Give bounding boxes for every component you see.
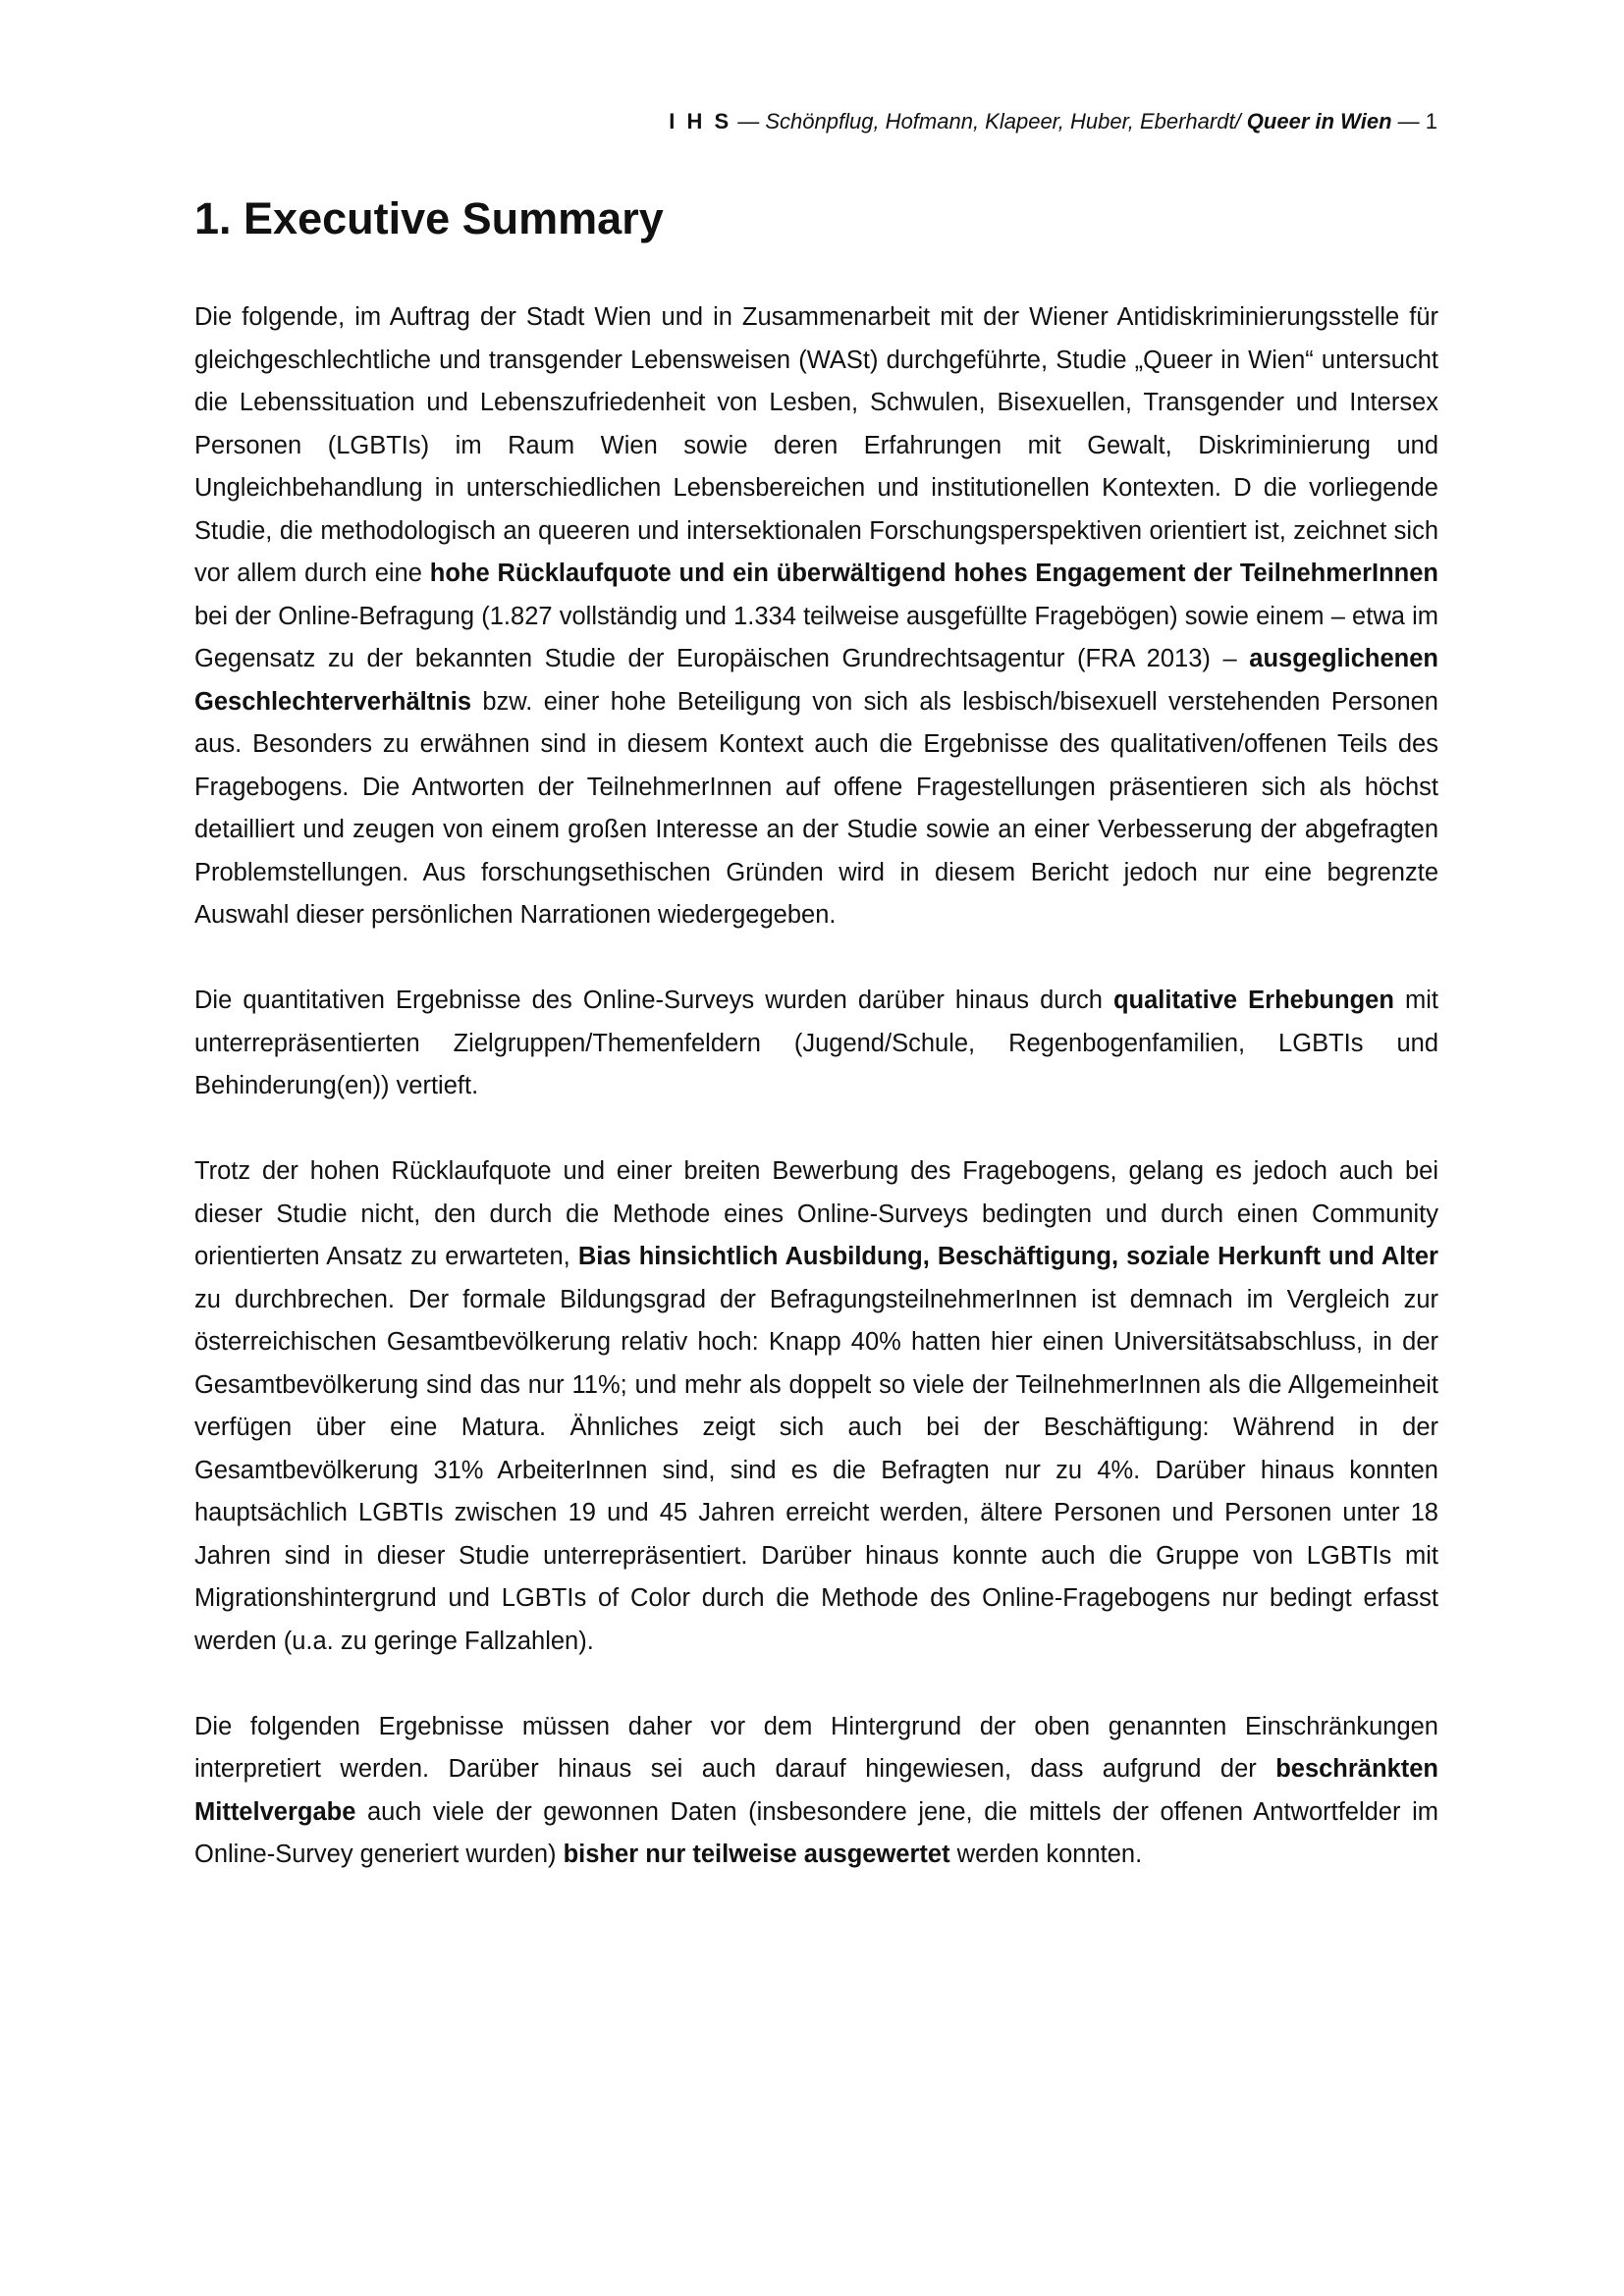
paragraph-3-text-2: zu durchbrechen. Der formale Bildungsgrad der BefragungsteilnehmerInnen ist demnach im Vergleich zur österreichischen Gesamtbevölkerung relativ hoch: Knapp 40% hatten hier einen Universitätsabschluss, in der Gesamtbevölkerung sind das nur 11%; und mehr als doppelt so viele der TeilnehmerInnen als die Allgemeinheit verfügen über eine Matura. Ähnliches zeigt sich auch bei der Beschäftigung: Während in der Gesamtbevölkerung 31% ArbeiterInnen sind, sind es die Befragten nur zu 4%. Darüber hinaus konnten hauptsächlich LGBTIs zwischen 19 und 45 Jahren erreicht werden, ältere Personen und Personen unter 18 Jahren sind in dieser Studie unterrepräsentiert. Darüber hinaus konnte auch die Gruppe von LGBTIs mit Migrationshintergrund und LGBTIs of Color durch die Methode des Online-Fragebogens nur bedingt erfasst werden (u.a. zu geringe Fallzahlen). bbox=[194, 1285, 1438, 1655]
page-number: 1 bbox=[1425, 109, 1437, 133]
header-institute: I H S bbox=[669, 109, 732, 133]
paragraph-4-bold-1: beschränkten Mittelvergabe bbox=[194, 1755, 1438, 1826]
paragraph-2-bold-1: qualitative Erhebungen bbox=[1112, 987, 1394, 1014]
page-content bbox=[194, 188, 1438, 1877]
paragraph-4-text-2: auch viele der gewonnen Daten (insbesondere jene, die mittels der offenen Antwortfelder im Online-Survey generiert wurden) bbox=[194, 1797, 1438, 1868]
paragraph-4-text-1: Die folgenden Ergebnisse müssen daher vor dem Hintergrund der oben genannten Einschränkungen interpretiert werden. Darüber hinaus sei auch darauf hingewiesen, dass aufgrund der bbox=[194, 1712, 1438, 1783]
paragraph-4-bold-2: bisher nur teilweise ausgewertet bbox=[563, 1841, 950, 1868]
paragraph-3-bold-1: Bias hinsichtlich Ausbildung, Beschäftigung, soziale Herkunft und Alter bbox=[577, 1243, 1438, 1270]
header-dash-1: — bbox=[731, 109, 766, 133]
header-dash-2: — bbox=[1391, 109, 1426, 133]
paragraph-3-text-1: Trotz der hohen Rücklaufquote und einer breiten Bewerbung des Fragebogens, gelang es jedoch auch bei dieser Studie nicht, den durch die Methode eines Online-Surveys bedingten und durch einen Community orientierten Ansatz zu erwarteten, bbox=[194, 1157, 1438, 1270]
paragraph-3 bbox=[194, 1150, 1438, 1663]
paragraph-1-bold-2: ausgeglichenen Geschlechterverhältnis bbox=[194, 645, 1438, 716]
paragraph-1-text-3: bzw. einer hohe Beteiligung von sich als lesbisch/bisexuell verstehenden Personen aus. Besonders zu erwähnen sind in diesem Kontext auch die Ergebnisse des qualitativen/offenen Teils des Fragebogens. Die Antworten der TeilnehmerInnen auf offene Fragestellungen präsentieren sich als höchst detailliert und zeugen von einem großen Interesse an der Studie sowie an einer Verbesserung der abgefragten Problemstellungen. Aus forschungsethischen Gründen wird in diesem Bericht jedoch nur eine begrenzte Auswahl dieser persönlichen Narrationen wiedergegeben. bbox=[194, 687, 1438, 929]
paragraph-2 bbox=[194, 980, 1438, 1108]
paragraph-2-text-2: mit unterrepräsentierten Zielgruppen/Themenfeldern (Jugend/Schule, Regenbogenfamilien, LGBTIs und Behinderung(en)) vertieft. bbox=[194, 987, 1438, 1099]
running-header bbox=[669, 108, 1437, 135]
header-report-title: Queer in Wien bbox=[1246, 109, 1392, 133]
paragraph-1-text-1: Die folgende, im Auftrag der Stadt Wien und in Zusammenarbeit mit der Wiener Antidiskriminierungsstelle für gleichgeschlechtliche und transgender Lebensweisen (WASt) durchgeführte, Studie „Queer in Wien“ untersucht die Lebenssituation und Lebenszufriedenheit von Lesben, Schwulen, Bisexuellen, Transgender und Intersex Personen (LGBTIs) im Raum Wien sowie deren Erfahrungen mit Gewalt, Diskriminierung und Ungleichbehandlung in unterschiedlichen Lebensbereichen und institutionellen Kontexten. D die vorliegende Studie, die methodologisch an queeren und intersektionalen Forschungsperspektiven orientiert ist, zeichnet sich vor allem durch eine bbox=[194, 303, 1438, 587]
header-authors: Schönpflug, Hofmann, Klapeer, Huber, Eberhardt/ bbox=[765, 109, 1247, 133]
paragraph-4 bbox=[194, 1706, 1438, 1877]
paragraph-1-text-2: bei der Online-Befragung (1.827 vollständig und 1.334 teilweise ausgefüllte Fragebögen) sowie einem – etwa im Gegensatz zu der bekannten Studie der Europäischen Grundrechtsagentur (FRA 2013) – bbox=[194, 602, 1438, 672]
paragraph-2-text-1: Die quantitativen Ergebnisse des Online-Surveys wurden darüber hinaus durch bbox=[194, 987, 1113, 1014]
paragraph-1-bold-1: hohe Rücklaufquote und ein überwältigend hohes Engagement der TeilnehmerInnen bbox=[429, 560, 1438, 587]
section-heading: 1. Executive Summary bbox=[194, 193, 664, 243]
paragraph-1 bbox=[194, 296, 1438, 937]
paragraph-4-text-3: werden konnten. bbox=[949, 1841, 1143, 1868]
